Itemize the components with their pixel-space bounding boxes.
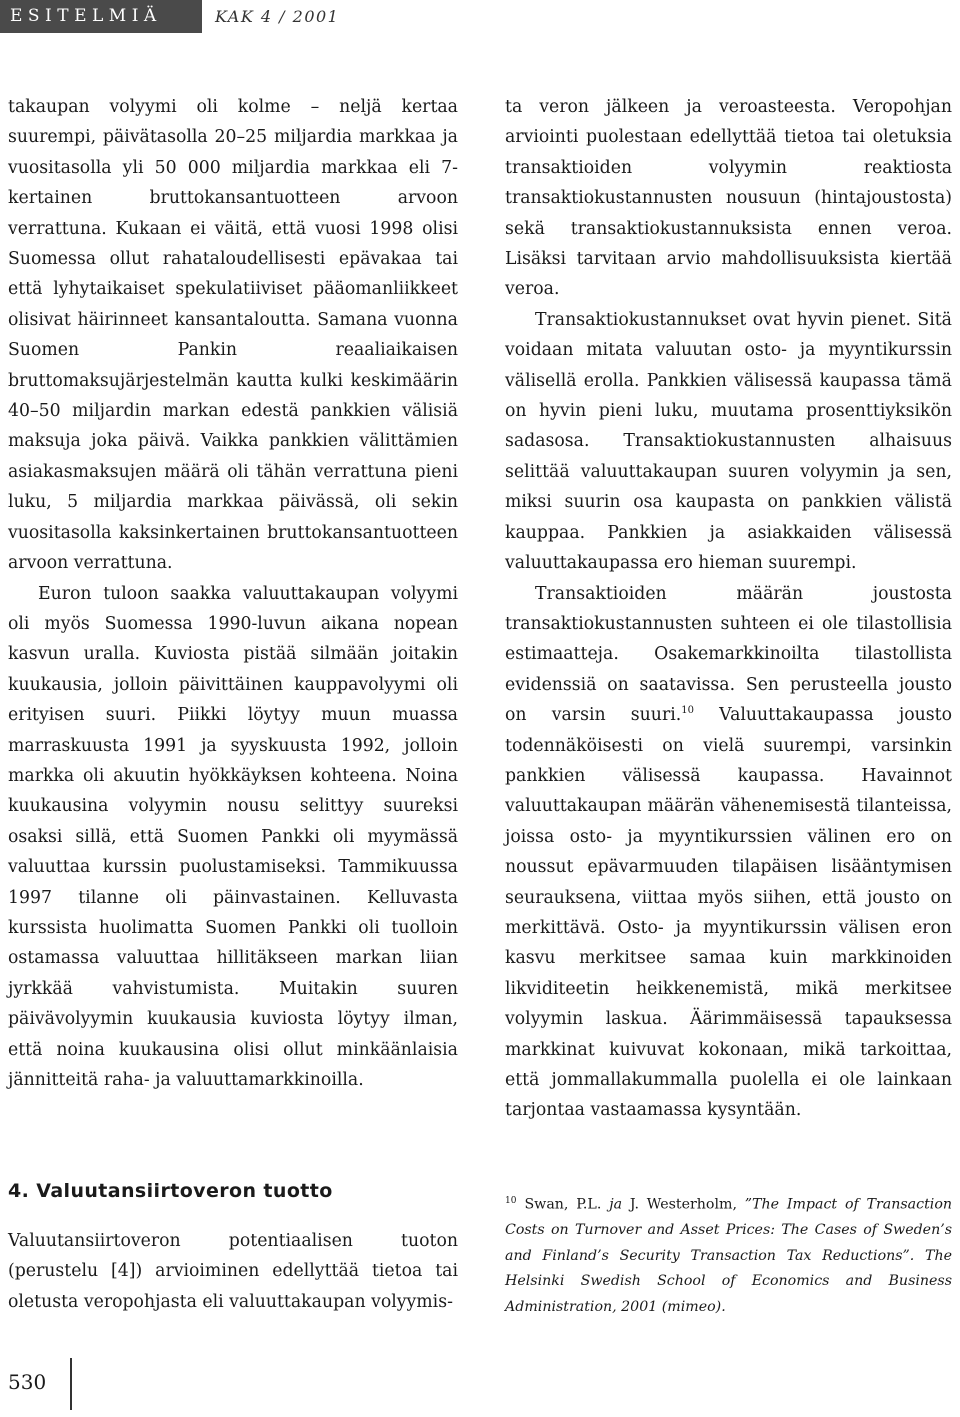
footnote-coauthor: J. Westerholm, (629, 1196, 737, 1213)
footnote-conjunction: ja (609, 1196, 623, 1213)
footnote-title: ”The Impact of Transaction Costs on Turnover and Asset Prices: The Cases of Sweden’s and Finland’s Security Transaction Tax Reductions”. The Helsinki Swedish School of Economics and Business Administration, 2001 (mimeo). (505, 1196, 953, 1315)
page-number-divider (70, 1358, 72, 1410)
section-paragraph: Valuutansiirtoveron potentiaalisen tuoton (perustelu [4]) arvioiminen edellyttää tietoa tai oletusta veropohjasta eli valuuttakaupan volyymis- (8, 1231, 458, 1312)
page-header (0, 0, 960, 36)
section-heading: 4. Valuutansiirtoveron tuotto (8, 1180, 333, 1202)
footnote-reference[interactable]: 10 (681, 705, 694, 717)
right-paragraph-3-part-a: Transaktioiden määrän joustosta transaktiokustannusten suhteen ei ole tilastollisia estimaatteja. Osakemarkkinoilta tilastollista evidenssiä on saatavissa. Sen perusteella jousto on varsin suuri. (505, 583, 952, 726)
footnote-10 (505, 1189, 952, 1320)
right-paragraph-1: ta veron jälkeen ja veroasteesta. Veropohjan arviointi puolestaan edellyttää tietoa tai oletuksia transaktioiden volyymin reaktiosta transaktiokustannusten nousuun (hintajoustosta) sekä transaktiokustannuksista ennen veroa. Lisäksi tarvitaan arvio mahdollisuuksista kiertää veroa. (505, 97, 952, 300)
right-paragraph-3-part-b: Valuuttakaupassa jousto todennäköisesti on vielä suurempi, varsinkin pankkien välisessä kaupassa. Havainnot valuuttakaupan määrän vähenemisestä tilanteissa, joissa osto- ja myyntikurssien välinen ero on noussut epävarmuuden tilapäisen lisääntymisen seurauksena, viittaa myös siihen, että jousto on merkittävä. Osto- ja myyntikurssin välisen eron kasvu merkitsee samaa kuin markkinoiden likviditeetin heikkenemistä, mikä merkitsee volyymin laskua. Äärimmäisessä tapauksessa markkinat kuivuvat kokonaan, mikä tarkoittaa, että jommallakummalla puolella ei ole lainkaan tarjontaa vastaamassa kysyntään. (505, 705, 952, 1121)
footnote-mark: 10 (505, 1196, 517, 1206)
section-4 (8, 1176, 458, 1317)
journal-issue: KAK 4 / 2001 (215, 7, 340, 26)
right-column (505, 92, 952, 1126)
left-paragraph-2: Euron tuloon saakka valuuttakaupan volyymi oli myös Suomessa 1990-luvun aikana nopean kasvun uralla. Kuviosta pistää silmään joitakin kuukausia, jolloin päivittäinen kauppavolyymi oli erityisen suuri. Piikki löytyy muun muassa marraskuusta 1991 ja syyskuusta 1992, jolloin markka oli akuutin hyökkäyksen kohteena. Noina kuukausina volyymin nousu selittyy suureksi osaksi sillä, että Suomen Pankki oli myymässä valuuttaa kurssin puolustamiseksi. Tammikuussa 1997 tilanne oli päinvastainen. Kelluvasta kurssista huolimatta Suomen Pankki oli tuolloin ostamassa valuuttaa hillitäkseen markan liian jyrkkää vahvistumista. Muitakin suuren päivävolyymin kuukausia kuviosta löytyy ilman, että noina kuukausina olisi ollut minkäänlaisia jännitteitä raha- ja valuuttamarkkinoilla. (8, 583, 458, 1090)
page-number: 530 (8, 1370, 47, 1394)
left-column (8, 92, 458, 1095)
footnote-author: Swan, P.L. (524, 1196, 602, 1213)
section-label: ESITELMIÄ (0, 0, 202, 33)
right-paragraph-3 (505, 579, 952, 1126)
right-paragraph-2: Transaktiokustannukset ovat hyvin pienet. Sitä voidaan mitata valuutan osto- ja myyntikurssin välisellä erolla. Pankkien välisessä kaupassa tämä on hyvin pieni luku, muutama prosenttiyksikön sadasosa. Transaktiokustannusten alhaisuus selittää valuuttakaupan suuren volyymin ja sen, miksi suurin osa kaupasta on pankkien välistä kauppaa. Pankkien ja asiakkaiden välisessä valuuttakaupassa ero hieman suurempi. (505, 309, 952, 574)
left-paragraph-1: takaupan volyymi oli kolme – neljä kertaa suurempi, päivätasolla 20–25 miljardia markkaa ja vuositasolla yli 50 000 miljardia markkaa eli 7-kertainen bruttokansantuotteen arvoon verrattuna. Kukaan ei väitä, että vuosi 1998 olisi Suomessa ollut rahataloudellisesti epävakaa tai että lyhytaikaiset spekulatiiviset pääomanliikkeet olisivat häirinneet kansantaloutta. Samana vuonna Suomen Pankin reaaliaikaisen bruttomaksujärjestelmän kautta kulki keskimäärin 40–50 miljardin markan edestä pankkien välisiä maksuja joka päivä. Vaikka pankkien välittämien asiakasmaksujen määrä oli tähän verrattuna pieni luku, 5 miljardia markkaa päivässä, oli sekin vuositasolla kaksinkertainen bruttokansantuotteen arvoon verrattuna. (8, 97, 458, 574)
